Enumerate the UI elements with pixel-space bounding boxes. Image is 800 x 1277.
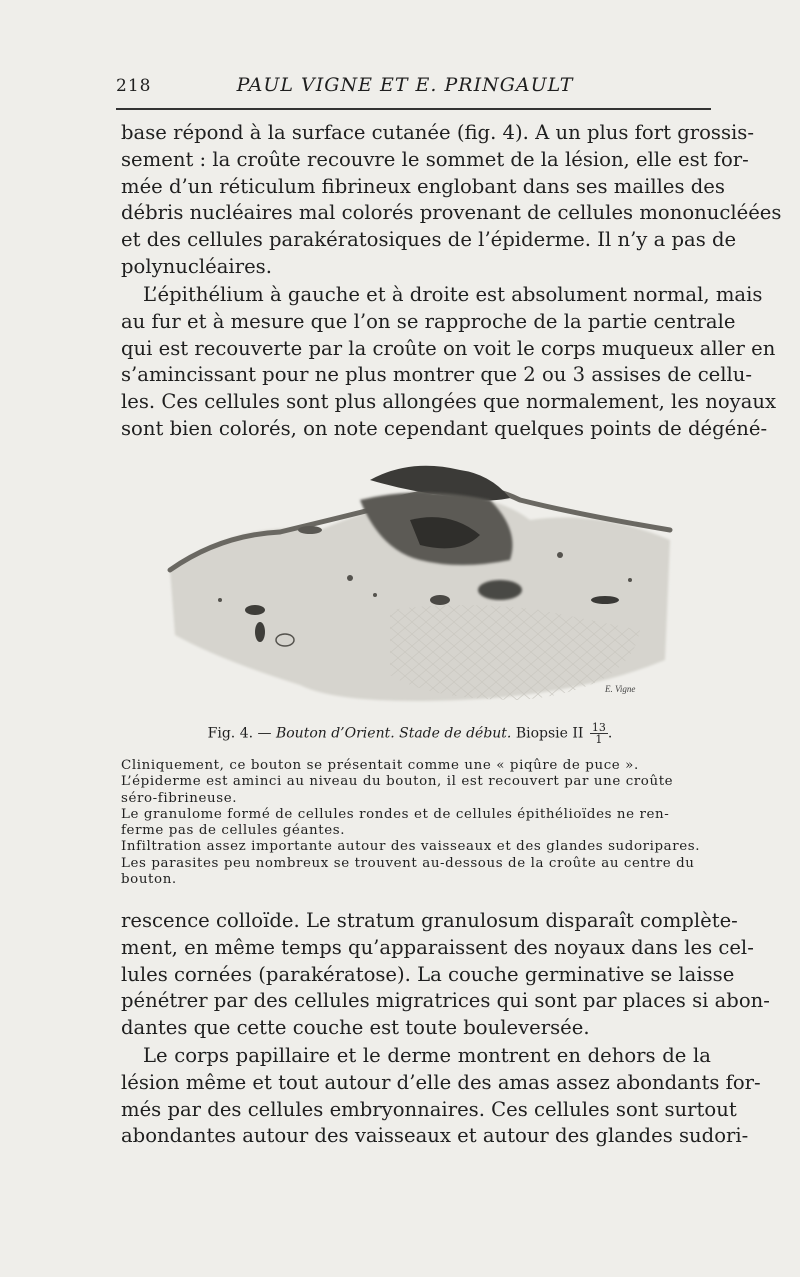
caption-title: Bouton d’Orient. Stade de début. xyxy=(275,725,512,742)
text-line: abondantes autour des vaisseaux et autour des glandes sudori- xyxy=(121,1124,749,1148)
text-line: ment, en même temps qu’apparaissent des noyaux dans les cel- xyxy=(121,935,754,959)
cell-cluster xyxy=(298,526,322,534)
note-line: L’épiderme est aminci au niveau du bouton, il est recouvert par une croûte xyxy=(121,774,674,790)
text-line: au fur et à mesure que l’on se rapproche de la partie centrale xyxy=(121,309,736,333)
text-line: les. Ces cellules sont plus allongées que normalement, les noyaux xyxy=(121,390,777,414)
note-line: Cliniquement, ce bouton se présentait comme une « piqûre de puce ». xyxy=(121,758,639,773)
cell-cluster xyxy=(478,580,522,600)
header-rule xyxy=(116,108,711,110)
text-line: mée d’un réticulum fibrineux englobant dans ses mailles des xyxy=(121,174,725,198)
cell-cluster xyxy=(245,605,265,615)
fraction-denominator: 1 xyxy=(595,733,603,746)
text-line: L’épithélium à gauche et à droite est absolument normal, mais xyxy=(143,283,763,306)
caption-prefix: Fig. 4. — xyxy=(207,725,272,742)
text-line: et des cellules parakératosiques de l’épiderme. Il n’y a pas de xyxy=(121,228,737,252)
note-line: ferme pas de cellules géantes. xyxy=(121,823,346,839)
figure-caption xyxy=(0,722,800,745)
fraction xyxy=(590,722,608,745)
text-line: lésion même et tout autour d’elle des amas assez abondants for- xyxy=(121,1070,761,1094)
paragraph-2 xyxy=(121,282,777,443)
text-line: Le corps papillaire et le derme montrent en dehors de la xyxy=(143,1044,711,1067)
note-line: bouton. xyxy=(121,872,177,888)
note-line: Infiltration assez importante autour des vaisseaux et des glandes sudoripares. xyxy=(121,839,701,855)
text-line: sement : la croûte recouvre le sommet de la lésion, elle est for- xyxy=(121,147,749,171)
caption-end: . xyxy=(607,725,613,742)
text-line: polynucléaires. xyxy=(121,254,272,278)
text-line: dantes que cette couche est toute bouleversée. xyxy=(121,1016,590,1040)
text-line: lules cornées (parakératose). La couche germinative se laisse xyxy=(121,962,735,986)
text-line: sont bien colorés, on note cependant quelques points de dégéné- xyxy=(121,416,768,440)
fraction-numerator: 13 xyxy=(591,721,606,734)
page-number: 218 xyxy=(116,76,152,96)
paragraph-3 xyxy=(121,908,770,1042)
note-line: Le granulome formé de cellules rondes et de cellules épithélioïdes ne ren- xyxy=(121,806,670,822)
text-line: pénétrer par des cellules migratrices qui sont par places si abon- xyxy=(121,989,770,1013)
note-line: séro-fibrineuse. xyxy=(121,790,238,806)
text-line: débris nucléaires mal colorés provenant de cellules mononucléées xyxy=(121,201,782,225)
text-line: base répond à la surface cutanée (fig. 4). A un plus fort grossis- xyxy=(121,121,754,144)
histology-illustration xyxy=(160,460,680,710)
artist-signature: E. Vigne xyxy=(605,684,636,694)
text-line: rescence colloïde. Le stratum granulosum disparaît complète- xyxy=(121,909,738,932)
figure-notes xyxy=(121,758,711,888)
cell-cluster xyxy=(591,596,619,604)
text-line: més par des cellules embryonnaires. Ces cellules sont surtout xyxy=(121,1097,737,1121)
note-line: Les parasites peu nombreux se trouvent au-dessous de la croûte au centre du xyxy=(121,855,695,871)
caption-suffix: Biopsie II xyxy=(515,725,584,742)
paragraph-4 xyxy=(121,1043,761,1150)
text-line: qui est recouverte par la croûte on voit le corps muqueux aller en xyxy=(121,336,776,360)
cell-cluster xyxy=(255,622,265,642)
cell-cluster xyxy=(430,595,450,605)
text-line: s’amincissant pour ne plus montrer que 2 ou 3 assises de cellu- xyxy=(121,363,753,387)
running-head: PAUL VIGNE ET E. PRINGAULT xyxy=(236,74,574,96)
paragraph-1 xyxy=(121,120,782,281)
